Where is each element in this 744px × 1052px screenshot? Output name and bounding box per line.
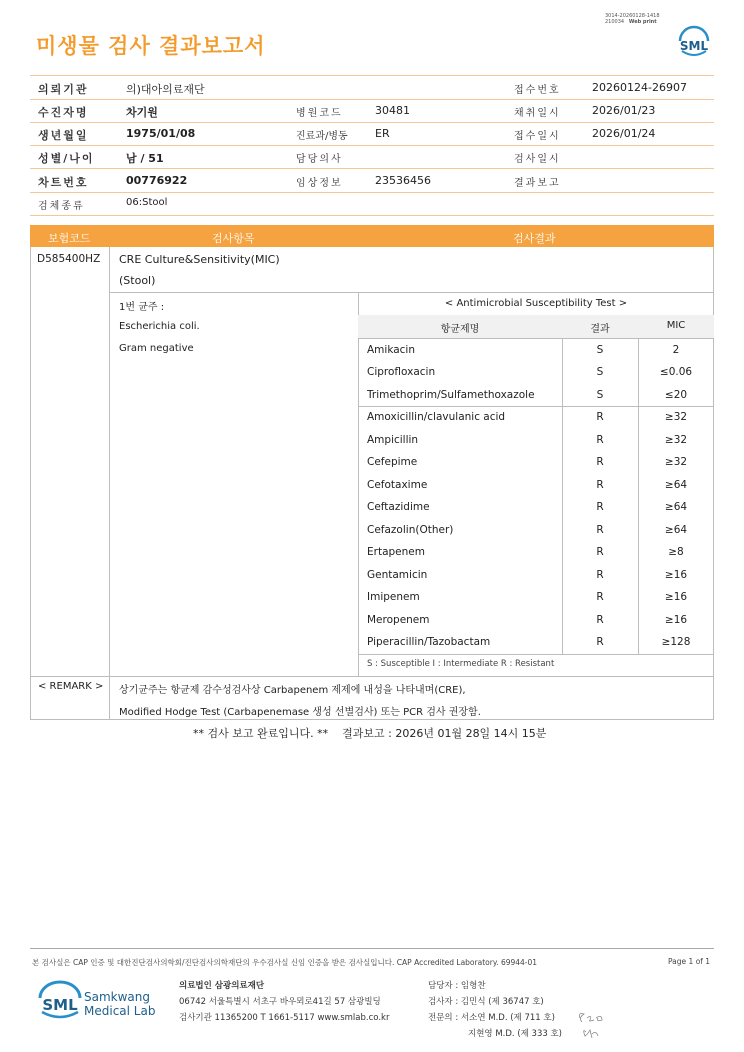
drug-result: R [596, 524, 604, 536]
sex-age-value: 남 / 51 [126, 152, 164, 165]
birth-label: 생년월일 [38, 129, 89, 142]
signature-icon [576, 1010, 610, 1040]
header-row-3 [30, 122, 714, 145]
drug-result: S [596, 344, 604, 356]
clinical-value: 23536456 [375, 174, 431, 187]
result-table-header [30, 225, 714, 247]
collect-date-value: 2026/01/23 [592, 104, 656, 117]
ast-row [358, 541, 714, 563]
receipt-no-value: 20260124-26907 [592, 81, 687, 94]
web-print-label: Web print [628, 19, 657, 25]
drug-name: Ertapenem [367, 546, 425, 558]
drug-mic: ≥8 [668, 546, 684, 558]
sex-age-label: 성별/나이 [38, 152, 95, 165]
drug-name: Imipenem [367, 591, 420, 603]
specimen-label: 검체종류 [38, 201, 85, 212]
drug-result: R [596, 591, 604, 603]
insurance-code: D585400HZ [37, 253, 101, 265]
remark-label: < REMARK > [38, 681, 104, 692]
staff4: 지현영 M.D. (제 333 호) [468, 1029, 563, 1039]
header-row-4 [30, 145, 714, 168]
staff2: 김민식 (제 36747 호) [460, 997, 544, 1007]
wordmark-line2: Medical Lab [84, 1004, 156, 1018]
patient-label: 수진자명 [38, 106, 89, 119]
birth-value: 1975/01/08 [126, 127, 196, 140]
sml-logo-text: SML [679, 39, 709, 53]
drug-name: Trimethoprim/Sulfamethoxazole [367, 389, 535, 401]
org-name: 의료법인 삼광의료재단 [179, 981, 265, 991]
remark-line2: Modified Hodge Test (Carbapenemase 생성 선별검사) 또는 PCR 검사 권장함. [119, 707, 481, 718]
request-org-value: 의)대아의료재단 [126, 83, 205, 96]
drug-name: Gentamicin [367, 569, 428, 581]
report-complete-note [193, 725, 546, 741]
test-item-line1: CRE Culture&Sensitivity(MIC) [119, 253, 280, 266]
request-org-label: 의뢰기관 [38, 83, 89, 96]
drug-name: Cefazolin(Other) [367, 524, 454, 536]
receipt-date-value: 2026/01/24 [592, 127, 656, 140]
ast-row [358, 361, 714, 383]
org-address: 06742 서울특별시 서초구 바우뫼로41길 57 삼광빌딩 [179, 997, 381, 1007]
drug-result: R [596, 501, 604, 513]
staff-info [428, 978, 562, 1042]
dept-value: ER [375, 127, 390, 140]
drug-mic: ≥16 [664, 591, 688, 603]
ast-col-result: 결과 [590, 324, 610, 335]
drug-result: R [596, 546, 604, 558]
drug-mic: ≥32 [664, 456, 688, 468]
clinical-label: 임상정보 [296, 178, 343, 189]
ast-col-mic: MIC [666, 320, 686, 331]
staff3-label: 전문의 : [428, 1013, 459, 1023]
drug-mic: ≥64 [664, 479, 688, 491]
drug-result: R [596, 569, 604, 581]
drug-name: Ciprofloxacin [367, 366, 436, 378]
receipt-no-label: 접수번호 [514, 85, 561, 96]
header-row-5 [30, 169, 714, 192]
ast-col-drug: 항균제명 [440, 324, 480, 335]
print-code-line2: 210034 [605, 19, 625, 25]
patient-value: 차기원 [126, 106, 158, 119]
col-code-header: 보험코드 [48, 232, 91, 245]
complete-note: ** 검사 보고 완료입니다. ** [193, 727, 329, 740]
report-time: 결과보고 : 2026년 01월 28일 14시 15분 [342, 727, 547, 740]
specimen-value: 06:Stool [126, 197, 168, 208]
ast-row [358, 474, 714, 496]
drug-mic: ≥16 [664, 614, 688, 626]
doctor-label: 담당의사 [296, 154, 343, 165]
receipt-date-label: 접수일시 [514, 131, 561, 142]
col-result-header: 검사결과 [513, 232, 556, 245]
ast-row [358, 429, 714, 451]
drug-name: Amoxicillin/clavulanic acid [367, 411, 506, 423]
ast-row [358, 609, 714, 631]
chart-label: 차트번호 [38, 176, 89, 189]
test-date-label: 검사일시 [514, 154, 561, 165]
dept-label: 진료과/병동 [296, 131, 348, 142]
print-code [605, 13, 660, 25]
ast-header [358, 315, 714, 338]
drug-name: Ceftazidime [367, 501, 430, 513]
drug-result: R [596, 479, 604, 491]
report-label: 결과보고 [514, 178, 561, 189]
org-info [179, 978, 389, 1026]
drug-result: R [596, 411, 604, 423]
drug-result: R [596, 614, 604, 626]
header-row-1 [30, 76, 714, 99]
drug-mic: ≥32 [664, 411, 688, 423]
drug-result: R [596, 456, 604, 468]
ast-row [358, 384, 714, 406]
organism-gram: Gram negative [119, 343, 194, 354]
chart-value: 00776922 [126, 174, 188, 187]
ast-row [358, 519, 714, 541]
ast-row [358, 496, 714, 518]
samkwang-logo-text: SML [42, 996, 78, 1014]
ast-row [358, 631, 714, 653]
staff1-label: 담당자 : [428, 981, 459, 991]
test-item-line2: (Stool) [119, 274, 156, 287]
header-row-2 [30, 99, 714, 122]
drug-result: S [596, 366, 604, 378]
org-contact: 검사기관 11365200 T 1661-5117 www.smlab.co.kr [179, 1013, 390, 1023]
drug-result: S [596, 389, 604, 401]
drug-mic: 2 [672, 344, 680, 356]
ast-title: < Antimicrobial Susceptibility Test > [444, 298, 628, 309]
ast-row [358, 339, 714, 361]
hospital-code-value: 30481 [375, 104, 410, 117]
sml-logo-icon [676, 25, 712, 61]
drug-mic: ≥64 [664, 501, 688, 513]
drug-name: Amikacin [367, 344, 416, 356]
drug-result: R [596, 636, 604, 648]
drug-name: Ampicillin [367, 434, 419, 446]
drug-mic: ≥32 [664, 434, 688, 446]
drug-mic: ≥64 [664, 524, 688, 536]
samkwang-wordmark [84, 990, 155, 1018]
hospital-code-label: 병원코드 [296, 108, 343, 119]
staff1: 임형찬 [460, 981, 486, 991]
footer-divider [30, 948, 714, 949]
drug-name: Piperacillin/Tazobactam [367, 636, 491, 648]
drug-name: Cefotaxime [367, 479, 428, 491]
ast-row [358, 406, 714, 428]
page-number: Page 1 of 1 [668, 957, 711, 966]
ast-legend: S : Susceptible I : Intermediate R : Resistant [367, 659, 555, 669]
header-row-6 [30, 192, 714, 215]
print-code-line1: 3014-20260128-1418 [605, 13, 660, 19]
drug-mic: ≥128 [661, 636, 691, 648]
ast-row [358, 564, 714, 586]
drug-name: Cefepime [367, 456, 418, 468]
organism-name: Escherichia coli. [119, 321, 200, 332]
wordmark-line1: Samkwang [84, 990, 150, 1004]
cert-text: 본 검사실은 CAP 인증 및 대한진단검사의학회/진단검사의학재단의 우수검사실 신임 인증을 받은 검사실입니다. CAP Accredited Laboratory. 69944-01 [32, 958, 538, 967]
page-title: 미생물 검사 결과보고서 [36, 34, 266, 58]
ast-row [358, 451, 714, 473]
samkwang-logo-icon [36, 980, 84, 1024]
drug-result: R [596, 434, 604, 446]
remark-line1: 상기균주는 항균제 감수성검사상 Carbapenem 제제에 내성을 나타내며(CRE), [119, 685, 466, 696]
staff3: 서소연 M.D. (제 711 호) [460, 1013, 555, 1023]
drug-mic: ≤20 [664, 389, 688, 401]
drug-name: Meropenem [367, 614, 430, 626]
col-item-header: 검사항목 [212, 232, 255, 245]
drug-mic: ≤0.06 [659, 366, 693, 378]
drug-mic: ≥16 [664, 569, 688, 581]
staff2-label: 검사자 : [428, 997, 459, 1007]
collect-date-label: 채취일시 [514, 108, 561, 119]
organism-title: 1번 균주 : [119, 302, 165, 313]
ast-row [358, 586, 714, 608]
